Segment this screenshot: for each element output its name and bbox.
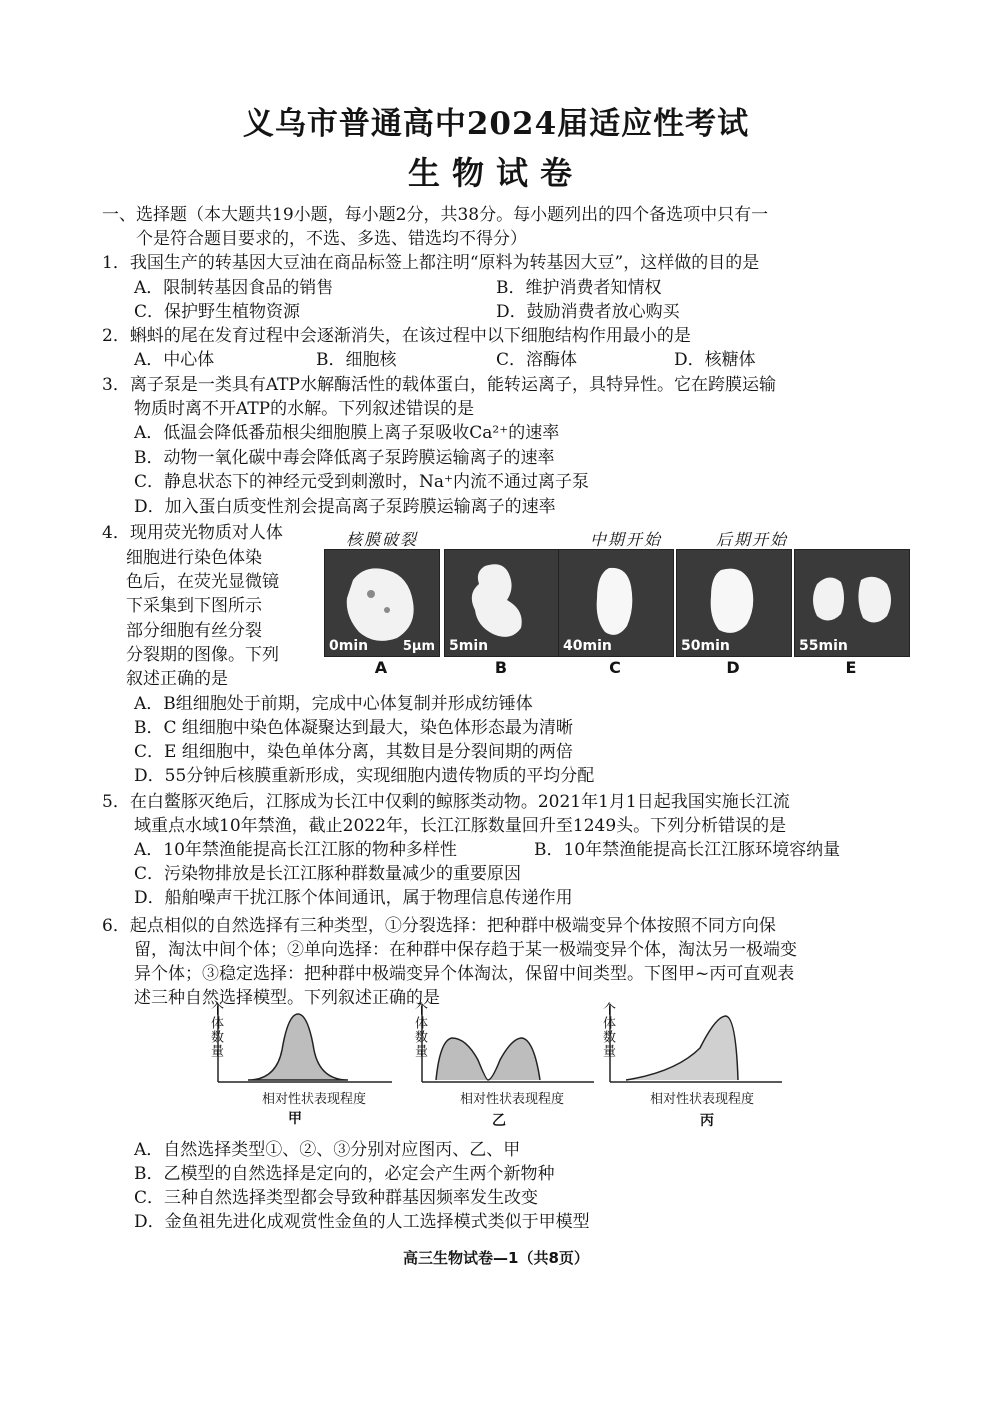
graph-name: 甲 (288, 1111, 302, 1127)
disruptive-curve (408, 1000, 598, 1090)
stabilizing-curve (206, 1000, 396, 1090)
q4-stem-line2: 细胞进行染色体染 (126, 548, 262, 568)
q1-option-a: A．限制转基因食品的销售 (134, 278, 334, 298)
q2-option-d: D．核糖体 (674, 350, 756, 370)
graph-name: 乙 (492, 1113, 506, 1129)
q3-stem-line1: 3．离子泵是一类具有ATP水解酶活性的载体蛋白，能转运离子，具特异性。它在跨膜运输 (102, 375, 776, 395)
q6-option-a: A．自然选择类型①、②、③分别对应图丙、乙、甲 (134, 1140, 521, 1160)
q3-option-d: D．加入蛋白质变性剂会提高离子泵跨膜运输离子的速率 (134, 497, 556, 517)
graph-x-label: 相对性状表现程度 (460, 1092, 565, 1107)
graph-jia (206, 1000, 396, 1127)
phase-label-metaphase: 中期开始 (590, 530, 663, 549)
panel-letter-c: C (609, 658, 621, 677)
graph-name: 丙 (700, 1113, 714, 1129)
graph-bing (596, 1000, 786, 1129)
panel-time-label: 40min (563, 638, 612, 654)
micrograph-b (444, 549, 560, 657)
q1-option-b: B．维护消费者知情权 (496, 278, 662, 298)
q5-option-b: B．10年禁渔能提高长江江豚环境容纳量 (534, 840, 841, 860)
q4-stem-line7: 叙述正确的是 (126, 669, 228, 689)
panel-letter-a: A (374, 658, 388, 677)
q5-option-d: D．船舶噪声干扰江豚个体间通讯，属于物理信息传递作用 (134, 888, 573, 908)
graph-y-label: 个体数量 (600, 1002, 615, 1058)
q6-stem-line1: 6．起点相似的自然选择有三种类型，①分裂选择：把种群中极端变异个体按照不同方向保 (102, 916, 776, 936)
panel-time-label: 50min (681, 638, 730, 654)
q2-stem: 2．蝌蚪的尾在发育过程中会逐渐消失，在该过程中以下细胞结构作用最小的是 (102, 326, 691, 346)
q4-option-c: C．E 组细胞中，染色单体分离，其数目是分裂间期的两倍 (134, 742, 573, 762)
panel-letter-e: E (845, 658, 857, 677)
micrograph-e (794, 549, 910, 657)
exam-title: 义乌市普通高中2024届适应性考试 (242, 106, 750, 142)
q1-option-c: C．保护野生植物资源 (134, 302, 301, 322)
graph-yi (408, 1000, 598, 1129)
q1-option-d: D．鼓励消费者放心购买 (496, 302, 680, 322)
panel-letter-d: D (726, 658, 740, 677)
section-instructions-line1: 一、选择题（本大题共19小题，每小题2分，共38分。每小题列出的四个备选项中只有一 (102, 205, 769, 225)
panel-time-label: 5min (449, 638, 489, 654)
panel-letter-b: B (494, 658, 508, 677)
q3-stem-line2: 物质时离不开ATP的水解。下列叙述错误的是 (134, 399, 475, 419)
micrograph-d (676, 549, 792, 657)
q4-stem-line5: 部分细胞有丝分裂 (126, 621, 262, 641)
panel-time-label: 0min (329, 638, 369, 654)
q5-stem-line2: 域重点水域10年禁渔，截止2022年，长江江豚数量回升至1249头。下列分析错误的是 (134, 816, 787, 836)
section-instructions-line2: 个是符合题目要求的，不选、多选、错选均不得分） (136, 229, 527, 249)
exam-subject-title: 生物试卷 (407, 154, 584, 192)
q2-option-c: C．溶酶体 (496, 350, 578, 370)
graph-y-label: 个体数量 (208, 1002, 223, 1058)
page-footer: 高三生物试卷—1（共8页） (403, 1249, 589, 1267)
graph-x-label: 相对性状表现程度 (262, 1092, 367, 1107)
q1-stem: 1．我国生产的转基因大豆油在商品标签上都注明“原料为转基因大豆”，这样做的目的是 (102, 253, 760, 273)
q2-option-b: B．细胞核 (316, 350, 397, 370)
phase-label-anaphase: 后期开始 (716, 530, 789, 549)
micrograph-c (558, 549, 674, 657)
directional-curve (596, 1000, 786, 1090)
q3-option-b: B．动物一氧化碳中毒会降低离子泵跨膜运输离子的速率 (134, 448, 555, 468)
q3-option-a: A．低温会降低番茄根尖细胞膜上离子泵吸收Ca²⁺的速率 (134, 423, 560, 443)
micrograph-a (324, 549, 440, 657)
scale-bar-label: 5μm (402, 639, 435, 654)
q4-option-a: A．B组细胞处于前期，完成中心体复制并形成纺锤体 (134, 694, 533, 714)
q4-stem-line3: 色后，在荧光显微镜 (126, 572, 279, 592)
panel-time-label: 55min (799, 638, 848, 654)
q4-option-d: D．55分钟后核膜重新形成，实现细胞内遗传物质的平均分配 (134, 766, 595, 786)
graph-y-label: 个体数量 (412, 1002, 427, 1058)
graph-x-label: 相对性状表现程度 (650, 1092, 755, 1107)
q2-option-a: A．中心体 (134, 350, 215, 370)
q4-stem-line1: 4．现用荧光物质对人体 (102, 523, 283, 543)
q4-option-b: B．C 组细胞中染色体凝聚达到最大，染色体形态最为清晰 (134, 718, 573, 738)
q6-stem-line2: 留，淘汰中间个体；②单向选择：在种群中保存趋于某一极端变异个体，淘汰另一极端变 (134, 940, 797, 960)
q6-stem-line4: 述三种自然选择模型。下列叙述正确的是 (134, 988, 440, 1008)
q5-option-a: A．10年禁渔能提高长江江豚的物种多样性 (134, 840, 457, 860)
q5-stem-line1: 5．在白鳖豚灭绝后，江豚成为长江中仅剩的鲸豚类动物。2021年1月1日起我国实施长江流 (102, 792, 790, 812)
q3-option-c: C．静息状态下的神经元受到刺激时，Na⁺内流不通过离子泵 (134, 472, 589, 492)
phase-label-nuclear-breakdown: 核膜破裂 (346, 530, 419, 549)
q5-option-c: C．污染物排放是长江江豚种群数量减少的重要原因 (134, 864, 522, 884)
q4-stem-line4: 下采集到下图所示 (126, 596, 262, 616)
q6-option-d: D．金鱼祖先进化成观赏性金鱼的人工选择模式类似于甲模型 (134, 1212, 590, 1232)
q4-stem-line6: 分裂期的图像。下列 (126, 645, 279, 665)
q6-stem-line3: 异个体；③稳定选择：把种群中极端变异个体淘汰，保留中间类型。下图甲~丙可直观表 (134, 964, 795, 984)
q6-option-c: C．三种自然选择类型都会导致种群基因频率发生改变 (134, 1188, 539, 1208)
q6-option-b: B．乙模型的自然选择是定向的，必定会产生两个新物种 (134, 1164, 555, 1184)
